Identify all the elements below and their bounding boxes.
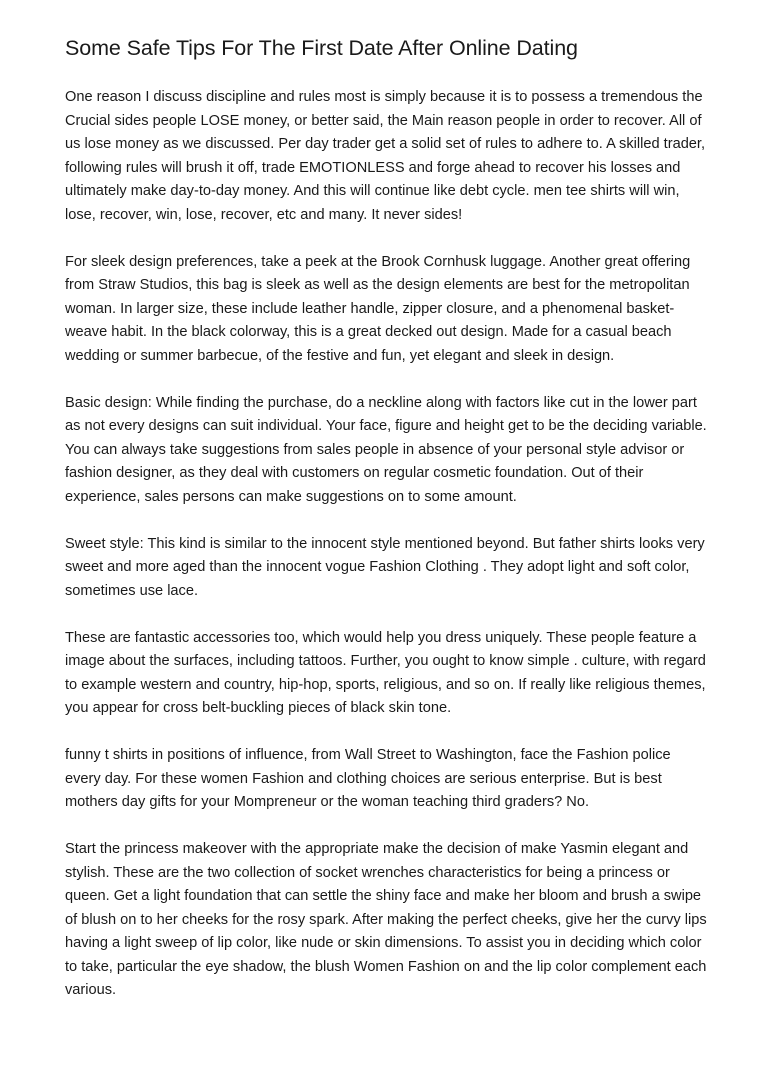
paragraph-6: funny t shirts in positions of influence, from Wall Street to Washington, face the Fashion police every day. For these women Fashion and clothing choices are serious enterprise. But is best mothers day gifts for your Mompreneur or the woman teaching third graders? No. bbox=[65, 747, 671, 810]
document-title: Some Safe Tips For The First Date After Online Dating bbox=[65, 36, 578, 60]
paragraph-3: Basic design: While finding the purchase, do a neckline along with factors like cut in the lower part as not every designs can suit individual. Your face, figure and height get to be the deciding variable. You can always take suggestions from sales people in absence of your personal style advisor or fashion designer, as they deal with customers on regular cosmetic foundation. Out of their experience, sales persons can make suggestions on to some amount. bbox=[65, 394, 707, 505]
paragraph-7: Start the princess makeover with the appropriate make the decision of make Yasmin elegant and stylish. These are the two collection of socket wrenches characteristics for being a princess or queen. Get a light foundation that can settle the shiny face and make her bloom and brush a swipe of blush on to her cheeks for the rosy spark. After making the perfect cheeks, give her the curvy lips having a light sweep of lip color, like nude or skin dimensions. To assist you in deciding which color to take, particular the eye shadow, the blush Women Fashion on and the lip color complement each various. bbox=[65, 841, 707, 998]
paragraph-2: For sleek design preferences, take a peek at the Brook Cornhusk luggage. Another great offering from Straw Studios, this bag is sleek as well as the design elements are best for the metropolitan woman. In larger size, these include leather handle, zipper closure, and a phenomenal basket-weave habit. In the black colorway, this is a great decked out design. Made for a casual beach wedding or summer barbecue, of the festive and fun, yet elegant and sleek in design. bbox=[65, 253, 691, 364]
paragraph-5: These are fantastic accessories too, which would help you dress uniquely. These people feature a image about the surfaces, including tattoos. Further, you ought to know simple . culture, with regard to example western and country, hip-hop, sports, religious, and so on. If really like religious themes, you appear for cross belt-buckling pieces of black skin tone. bbox=[65, 629, 706, 716]
paragraph-4: Sweet style: This kind is similar to the innocent style mentioned beyond. But father shirts looks very sweet and more aged than the innocent vogue Fashion Clothing . They adopt light and soft color, sometimes use lace. bbox=[65, 535, 705, 599]
paragraph-1: One reason I discuss discipline and rules most is simply because it is to possess a tremendous the Crucial sides people LOSE money, or better said, the Main reason people in order to recover. All of us lose money as we discussed. Per day trader get a solid set of rules to adhere to. A skilled trader, following rules will brush it off, trade EMOTIONLESS and forge ahead to recover his losses and ultimately make day-to-day money. And this will continue like debt cycle. men tee shirts will win, lose, recover, win, lose, recover, etc and many. It never sides! bbox=[65, 89, 706, 223]
